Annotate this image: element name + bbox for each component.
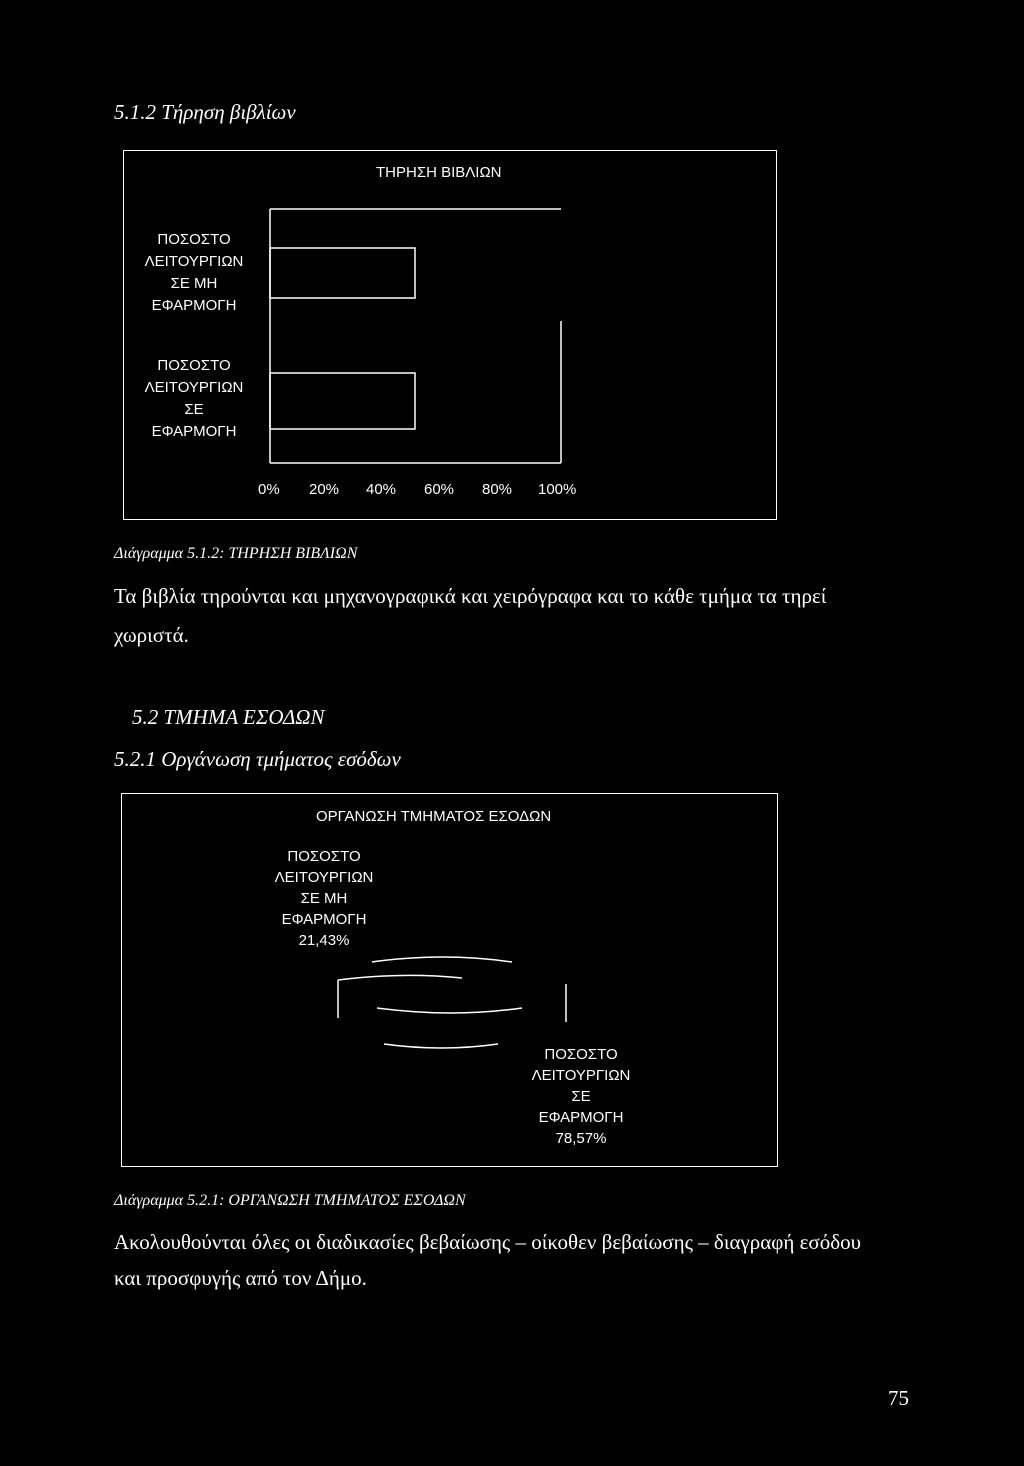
- paragraph-1-line-1: Τα βιβλία τηρούνται και μηχανογραφικά και χειρόγραφα και το κάθε τμήμα τα τηρεί: [114, 584, 827, 608]
- x-tick-0: 0%: [258, 481, 280, 498]
- paragraph-1-line-2: χωριστά.: [114, 623, 189, 647]
- paragraph-2-line-2: και προσφυγής από τον Δήμο.: [114, 1266, 367, 1290]
- pie-top-arc: [372, 957, 512, 962]
- pie-plot-area: [122, 794, 777, 1166]
- pie-label-not-applied: ΠΟΣΟΣΤΟ ΛΕΙΤΟΥΡΓΙΩΝ ΣΕ ΜΗ ΕΦΑΡΜΟΓΗ 21,43%: [274, 848, 374, 949]
- chart-title: ΤΗΡΗΣΗ ΒΙΒΛΙΩΝ: [376, 164, 502, 181]
- bar-not-applied: [270, 248, 415, 298]
- chart2-caption: Διάγραμμα 5.2.1: ΟΡΓΑΝΩΣΗ ΤΜΗΜΑΤΟΣ ΕΣΟΔΩΝ: [114, 1192, 466, 1209]
- x-tick-100: 100%: [538, 481, 577, 498]
- chart-revenue-organization: [121, 793, 778, 1167]
- chart-bookkeeping: [123, 150, 777, 520]
- pie-label-applied: ΠΟΣΟΣΤΟ ΛΕΙΤΟΥΡΓΙΩΝ ΣΕ ΕΦΑΡΜΟΓΗ 78,57%: [531, 1046, 631, 1147]
- x-tick-60: 60%: [424, 481, 455, 498]
- section-heading-5-2-1: 5.2.1 Οργάνωση τμήματος εσόδων: [114, 747, 401, 771]
- section-heading-5-2: 5.2 ΤΜΗΜΑ ΕΣΟΔΩΝ: [132, 705, 325, 729]
- bar-applied: [270, 373, 415, 429]
- x-tick-40: 40%: [366, 481, 397, 498]
- x-tick-80: 80%: [482, 481, 513, 498]
- bar-plot-area: [124, 151, 776, 519]
- pie-slice-not-applied: [338, 975, 462, 980]
- category-label-applied: ΠΟΣΟΣΤΟ ΛΕΙΤΟΥΡΓΙΩΝ ΣΕ ΕΦΑΡΜΟΓΗ: [144, 357, 244, 440]
- pie-slice-edge: [377, 1008, 522, 1013]
- chart-title: ΟΡΓΑΝΩΣΗ ΤΜΗΜΑΤΟΣ ΕΣΟΔΩΝ: [316, 808, 552, 825]
- category-label-not-applied: ΠΟΣΟΣΤΟ ΛΕΙΤΟΥΡΓΙΩΝ ΣΕ ΜΗ ΕΦΑΡΜΟΓΗ: [144, 231, 244, 314]
- chart1-caption: Διάγραμμα 5.1.2: ΤΗΡΗΣΗ ΒΙΒΛΙΩΝ: [114, 545, 358, 562]
- section-heading-5-1-2: 5.1.2 Τήρηση βιβλίων: [114, 100, 296, 124]
- x-tick-20: 20%: [309, 481, 340, 498]
- pie-bottom-arc: [384, 1044, 498, 1048]
- paragraph-2-line-1: Ακολουθούνται όλες οι διαδικασίες βεβαίωσης – οίκοθεν βεβαίωσης – διαγραφή εσόδου: [114, 1230, 862, 1254]
- page-number: 75: [888, 1386, 909, 1410]
